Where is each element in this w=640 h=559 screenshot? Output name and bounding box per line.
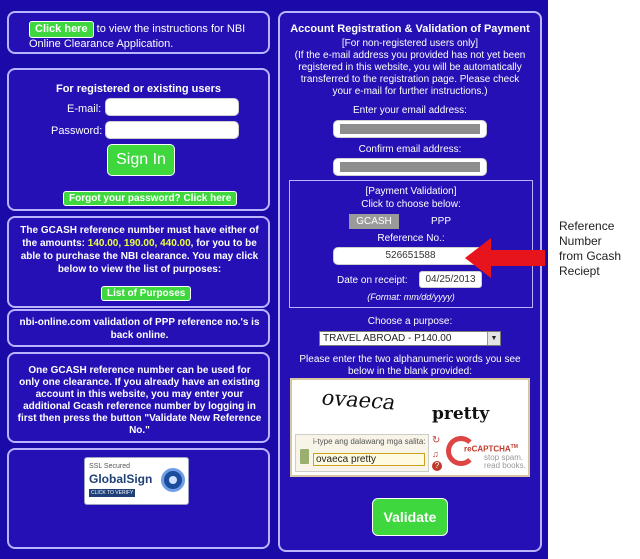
register-email-input[interactable]: [333, 120, 487, 138]
sign-in-button[interactable]: Sign In: [107, 144, 175, 176]
gcash-note-panel: [7, 216, 270, 308]
confirm-email-label: Confirm email address:: [358, 144, 462, 155]
login-title: For registered or existing users: [55, 83, 222, 95]
register-email-label: Enter your email address:: [353, 105, 467, 116]
redacted-email: [340, 124, 480, 134]
validation-note-text: nbi-online.com validation of PPP reference no.'s is back online.: [19, 317, 260, 341]
confirm-email-input[interactable]: [333, 158, 487, 176]
instructions-text: to view the instructions for NBI Online Clearance Application.: [29, 23, 246, 50]
email-input[interactable]: [105, 98, 239, 116]
recaptcha-slogan: stop spam. read books.: [484, 453, 526, 470]
gcash-amounts: 140.00, 190.00, 440.00: [87, 238, 191, 249]
purpose-selected: TRAVEL ABROAD - P140.00: [323, 333, 452, 344]
annotation-arrow-icon: [465, 238, 545, 278]
date-label: Date on receipt:: [337, 275, 408, 286]
purpose-label: Choose a purpose:: [367, 316, 453, 327]
option-ppp[interactable]: PPP: [431, 216, 452, 227]
gcash-note-part2: , for you to be able to purchase the NBI clearance. You may click below to view the list of purposes:: [20, 238, 259, 275]
registration-panel: [278, 11, 542, 552]
purpose-select[interactable]: [319, 331, 501, 346]
captcha-instruction: Please enter the two alphanumeric words you see below in the blank provided:: [299, 354, 521, 377]
captcha-widget: [290, 378, 530, 477]
one-gcash-panel: [7, 352, 270, 443]
reference-input[interactable]: 526651588: [333, 247, 488, 265]
date-format-hint: (Format: mm/dd/yyyy): [367, 292, 455, 302]
validation-note-panel: [7, 309, 270, 347]
instructions-text-block: [29, 21, 259, 51]
help-icon[interactable]: ?: [432, 461, 442, 471]
payment-title: [Payment Validation]: [365, 186, 457, 197]
audio-icon[interactable]: ♫: [432, 449, 439, 459]
captcha-response-input[interactable]: ovaeca pretty: [313, 453, 425, 466]
instructions-panel: [7, 11, 270, 54]
one-gcash-text: One GCASH reference number can be used for only one clearance. If you already have an existing account in this website, you may enter your additional Gcash reference number by logging in first then press the button "Validate New Reference No.": [17, 365, 262, 436]
ssl-verify: CLICK TO VERIFY: [91, 490, 134, 496]
click-here-button[interactable]: Click here: [29, 21, 94, 38]
payment-choose-label: Click to choose below:: [361, 199, 461, 210]
registration-note: [For non-registered users only] (If the e-mail address you provided has not yet been registered in this website, you will be automatically transferred to the registration page. Please check your e-mail for further instructions.): [294, 38, 526, 97]
captcha-word1: ovaeca: [319, 385, 399, 415]
reference-label: Reference No.:: [377, 233, 445, 244]
captcha-input-area: [295, 434, 429, 472]
gcash-note-part1: The GCASH reference number must have either of the amounts:: [20, 225, 259, 249]
recaptcha-tm: TM: [510, 444, 518, 450]
date-input[interactable]: 04/25/2013: [419, 271, 482, 288]
option-gcash[interactable]: GCASH: [349, 214, 399, 229]
ssl-seal[interactable]: [84, 457, 189, 505]
registration-title: Account Registration & Validation of Payment: [290, 23, 530, 35]
list-of-purposes-button[interactable]: List of Purposes: [101, 286, 191, 301]
forgot-password-link[interactable]: Forgot your password? Click here: [63, 191, 237, 206]
refresh-icon[interactable]: ↻: [432, 435, 441, 446]
chevron-down-icon[interactable]: ▼: [487, 332, 500, 345]
ssl-line1: SSL Secured: [89, 463, 130, 470]
password-input[interactable]: [105, 121, 239, 139]
email-label: E-mail:: [67, 103, 102, 115]
annotation-label: Reference Number from Gcash Reciept: [559, 219, 622, 278]
pencil-icon: [300, 449, 309, 464]
ssl-panel: [7, 448, 270, 549]
login-panel: [7, 68, 270, 211]
ssl-brand: GlobalSign: [89, 472, 153, 486]
validate-button[interactable]: Validate: [372, 498, 448, 536]
password-label: Password:: [51, 125, 103, 137]
captcha-type-label: i-type ang dalawang mga salita:: [313, 437, 426, 446]
recaptcha-name: reCAPTCHA: [464, 444, 511, 454]
gcash-note-text: [17, 224, 262, 276]
globalsign-magnifier-icon: [161, 468, 185, 492]
redacted-confirm-email: [340, 162, 480, 172]
captcha-word2: pretty: [432, 404, 490, 424]
